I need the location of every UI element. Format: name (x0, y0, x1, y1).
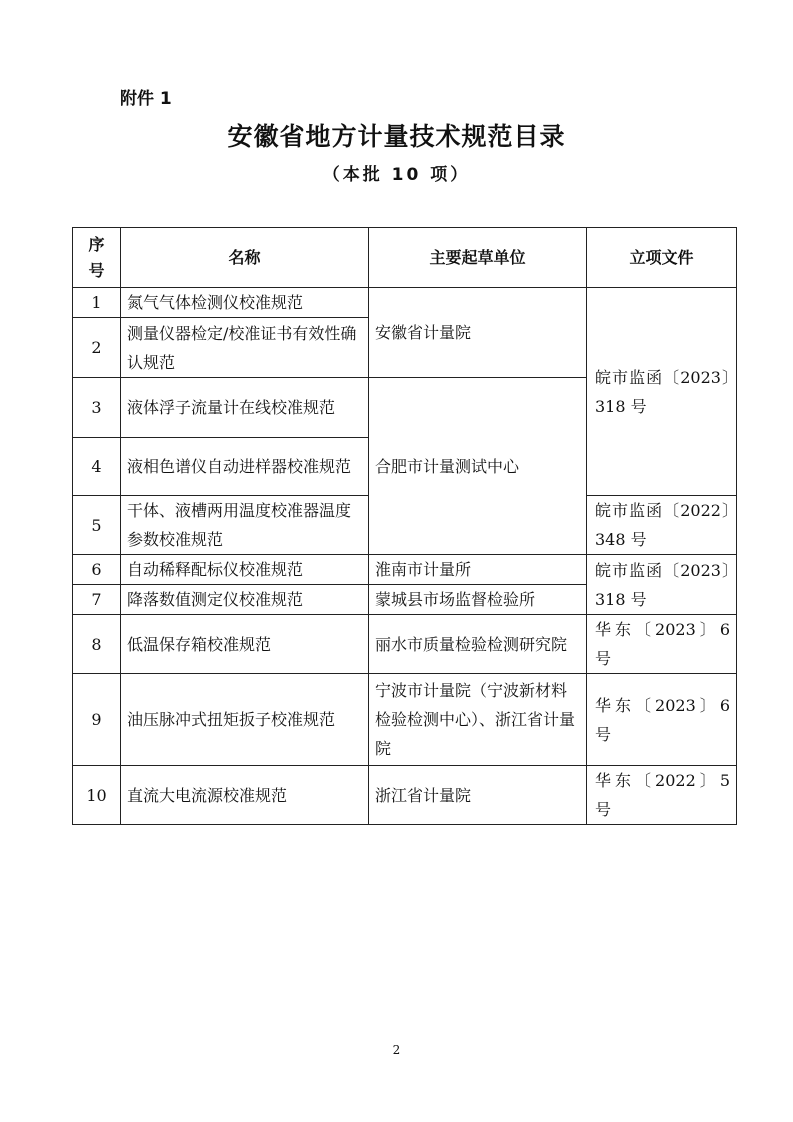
project-file: 皖市监函〔2023〕318 号 (587, 555, 737, 615)
spec-name: 油压脉冲式扭矩扳子校准规范 (121, 674, 369, 766)
column-header-file: 立项文件 (587, 228, 737, 288)
table-row (73, 288, 737, 318)
table-row (73, 555, 737, 585)
spec-name: 干体、液槽两用温度校准器温度参数校准规范 (121, 496, 369, 555)
drafting-unit: 丽水市质量检验检测研究院 (369, 615, 587, 674)
table-header-row (73, 228, 737, 288)
drafting-unit: 蒙城县市场监督检验所 (369, 585, 587, 615)
row-number: 8 (73, 615, 121, 674)
drafting-unit: 淮南市计量所 (369, 555, 587, 585)
project-file: 华东〔2023〕6 号 (587, 674, 737, 766)
project-file: 华东〔2023〕6 号 (587, 615, 737, 674)
row-number: 5 (73, 496, 121, 555)
column-header-name: 名称 (121, 228, 369, 288)
attachment-label: 附件 1 (120, 89, 172, 109)
spec-name: 低温保存箱校准规范 (121, 615, 369, 674)
row-number: 7 (73, 585, 121, 615)
spec-name: 测量仪器检定/校准证书有效性确认规范 (121, 318, 369, 378)
spec-name: 直流大电流源校准规范 (121, 766, 369, 825)
table-row (73, 615, 737, 674)
spec-name: 液体浮子流量计在线校准规范 (121, 378, 369, 438)
drafting-unit: 安徽省计量院 (369, 288, 587, 378)
page-title: 安徽省地方计量技术规范目录 (227, 122, 566, 151)
drafting-unit: 宁波市计量院（宁波新材料检验检测中心）、浙江省计量院 (369, 674, 587, 766)
row-number: 6 (73, 555, 121, 585)
row-number: 10 (73, 766, 121, 825)
project-file: 华东〔2022〕5 号 (587, 766, 737, 825)
spec-name: 自动稀释配标仪校准规范 (121, 555, 369, 585)
column-header-no: 序号 (73, 228, 121, 288)
project-file: 皖市监函〔2023〕318 号 (587, 288, 737, 496)
page-subtitle: （本批 10 项） (322, 165, 471, 185)
page-number: 2 (392, 1043, 401, 1057)
table-row (73, 674, 737, 766)
row-number: 2 (73, 318, 121, 378)
row-number: 3 (73, 378, 121, 438)
spec-name: 液相色谱仪自动进样器校准规范 (121, 438, 369, 496)
drafting-unit: 合肥市计量测试中心 (369, 378, 587, 555)
table-row (73, 766, 737, 825)
drafting-unit: 浙江省计量院 (369, 766, 587, 825)
catalog-table (72, 227, 737, 825)
spec-name: 降落数值测定仪校准规范 (121, 585, 369, 615)
row-number: 4 (73, 438, 121, 496)
row-number: 1 (73, 288, 121, 318)
row-number: 9 (73, 674, 121, 766)
column-header-unit: 主要起草单位 (369, 228, 587, 288)
project-file: 皖市监函〔2022〕348 号 (587, 496, 737, 555)
spec-name: 氮气气体检测仪校准规范 (121, 288, 369, 318)
